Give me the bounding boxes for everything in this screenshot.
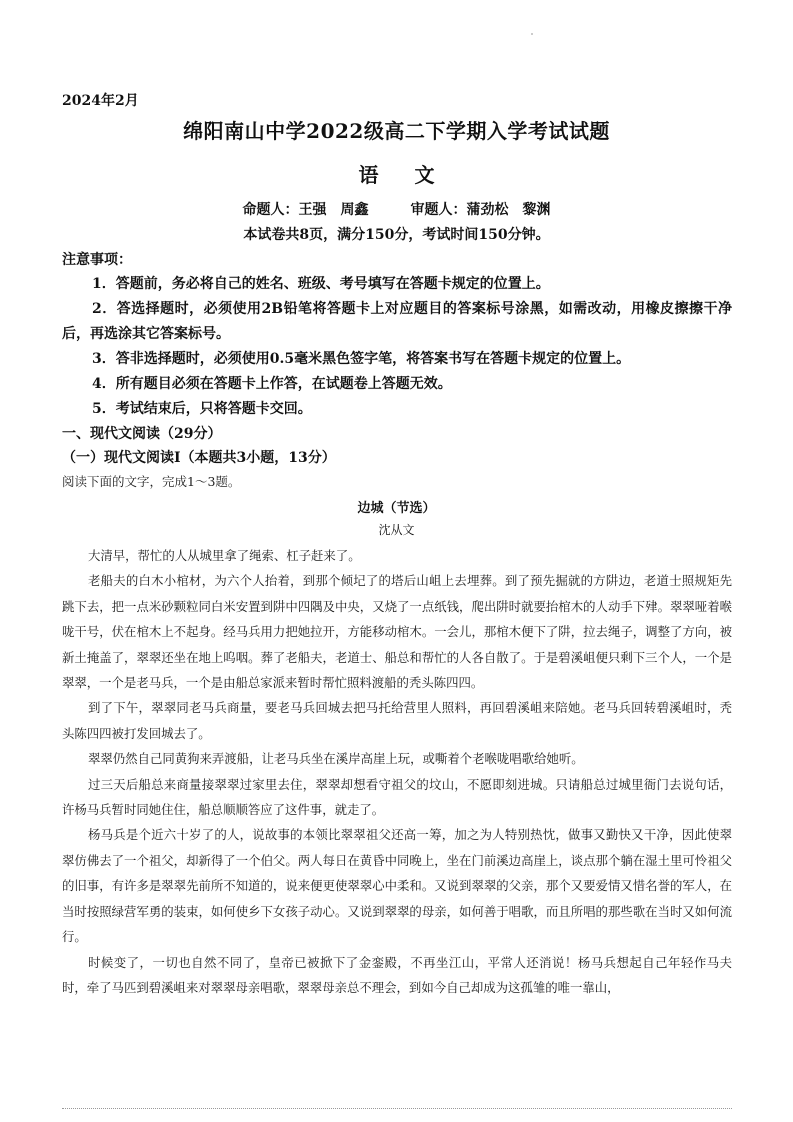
- subject-char: 文: [414, 163, 435, 187]
- article-title: 边城（节选）: [357, 501, 436, 516]
- article-paragraph: 过三天后船总来商量接翠翠过家里去住，翠翠却想看守祖父的坟山，不愿即刻进城。只请船总过城里衙门去说句话，许杨马兵暂时同她住住，船总顺顺答应了这件事，就走了。: [62, 776, 732, 818]
- notice-item: 1．答题前，务必将自己的姓名、班级、考号填写在答题卡规定的位置上。: [92, 276, 550, 292]
- article-paragraph: 翠翠仍然自己同黄狗来弄渡船，让老马兵坐在溪岸高崖上玩，或嘶着个老喉咙唱歌给她听。: [88, 751, 584, 767]
- setters-names: 王强 周鑫: [298, 202, 369, 218]
- notice-heading: 注意事项：: [62, 252, 132, 268]
- reviewers-label: 审题人：: [410, 202, 467, 218]
- subsection-heading: （一）现代文阅读Ⅰ（本题共3小题，13分）: [62, 450, 336, 466]
- staff-line: [0, 199, 793, 219]
- section-heading: 一、现代文阅读（29分）: [62, 426, 222, 442]
- reviewers-names: 蒲劲松 黎渊: [466, 202, 551, 218]
- page-footer-rule: [62, 1108, 732, 1109]
- exam-date: 2024年2月: [62, 93, 139, 109]
- exam-title: 绵阳南山中学2022级高二下学期入学考试试题: [183, 119, 610, 143]
- notice-item: 4．所有题目必须在答题卡上作答，在试题卷上答题无效。: [92, 376, 452, 392]
- article-paragraph: 大清早，帮忙的人从城里拿了绳索、杠子赶来了。: [88, 548, 361, 563]
- article-author: 沈从文: [378, 523, 415, 537]
- article-paragraph: 杨马兵是个近六十岁了的人，说故事的本领比翠翠祖父还高一筹，加之为人特别热忱，做事又勤快又干净，因此使翠翠仿佛去了一个祖父，却新得了一个伯父。两人每日在黄昏中同晚上，坐在门前溪边高崖上，谈点那个躺在湿土里可怜祖父的旧事，有许多是翠翠先前所不知道的，说来便更使翠翠心中柔和。又说到翠翠的父亲，那个又要爱情又惜名誉的军人，在当时按照绿营军勇的装束，如何使乡下女孩子动心。又说到翠翠的母亲，如何善于唱歌，而且所唱的那些歌在当时又如何流行。: [62, 827, 732, 945]
- article-paragraph: 时候变了，一切也自然不同了，皇帝已被掀下了金銮殿，不再坐江山，平常人还消说！杨马兵想起自己年轻作马夫时，牵了马匹到碧溪岨来对翠翠母亲唱歌，翠翠母亲总不理会，到如今自己却成为这孤雏的唯一靠山，: [62, 954, 732, 995]
- article-paragraph: 老船夫的白木小棺材，为六个人抬着，到那个倾圮了的塔后山岨上去埋葬。到了预先掘就的方阱边，老道士照规矩先跳下去，把一点米砂颗粒同白米安置到阱中四隅及中央，又烧了一点纸钱，爬出阱时就要抬棺木的人动手下肂。翠翠哑着喉咙干号，伏在棺木上不起身。经马兵用力把她拉开，方能移动棺木。一会儿，那棺木便下了阱，拉去绳子，调整了方向，被新土掩盖了，翠翠还坐在地上呜咽。葬了老船夫，老道士、船总和帮忙的人各自散了。于是碧溪岨便只剩下三个人，一个是翠翠，一个是老马兵，一个是由船总家派来暂时帮忙照料渡船的秃头陈四四。: [62, 573, 732, 691]
- scan-speck: [531, 33, 533, 35]
- notice-item: 5．考试结束后，只将答题卡交回。: [92, 401, 312, 417]
- notice-item: 3．答非选择题时，必须使用0.5毫米黑色签字笔，将答案书写在答题卡规定的位置上。: [92, 351, 631, 367]
- subject-char: 语: [358, 163, 379, 187]
- notice-item: 2．答选择题时，必须使用2B铅笔将答题卡上对应题目的答案标号涂黑，如需改动，用橡皮擦擦干净后，再选涂其它答案标号。: [62, 301, 732, 342]
- setters-label: 命题人：: [242, 202, 299, 218]
- subject-title: [0, 159, 793, 188]
- notice-list: [62, 272, 732, 422]
- article-paragraph: 到了下午，翠翠同老马兵商量，要老马兵回城去把马托给营里人照料，再回碧溪岨来陪她。老马兵回转碧溪岨时，秃头陈四四被打发回城去了。: [62, 700, 732, 741]
- article-body: [62, 543, 732, 1000]
- exam-info: 本试卷共8页，满分150分，考试时间150分钟。: [243, 227, 550, 243]
- reading-instruction: 阅读下面的文字，完成1～3题。: [62, 474, 241, 489]
